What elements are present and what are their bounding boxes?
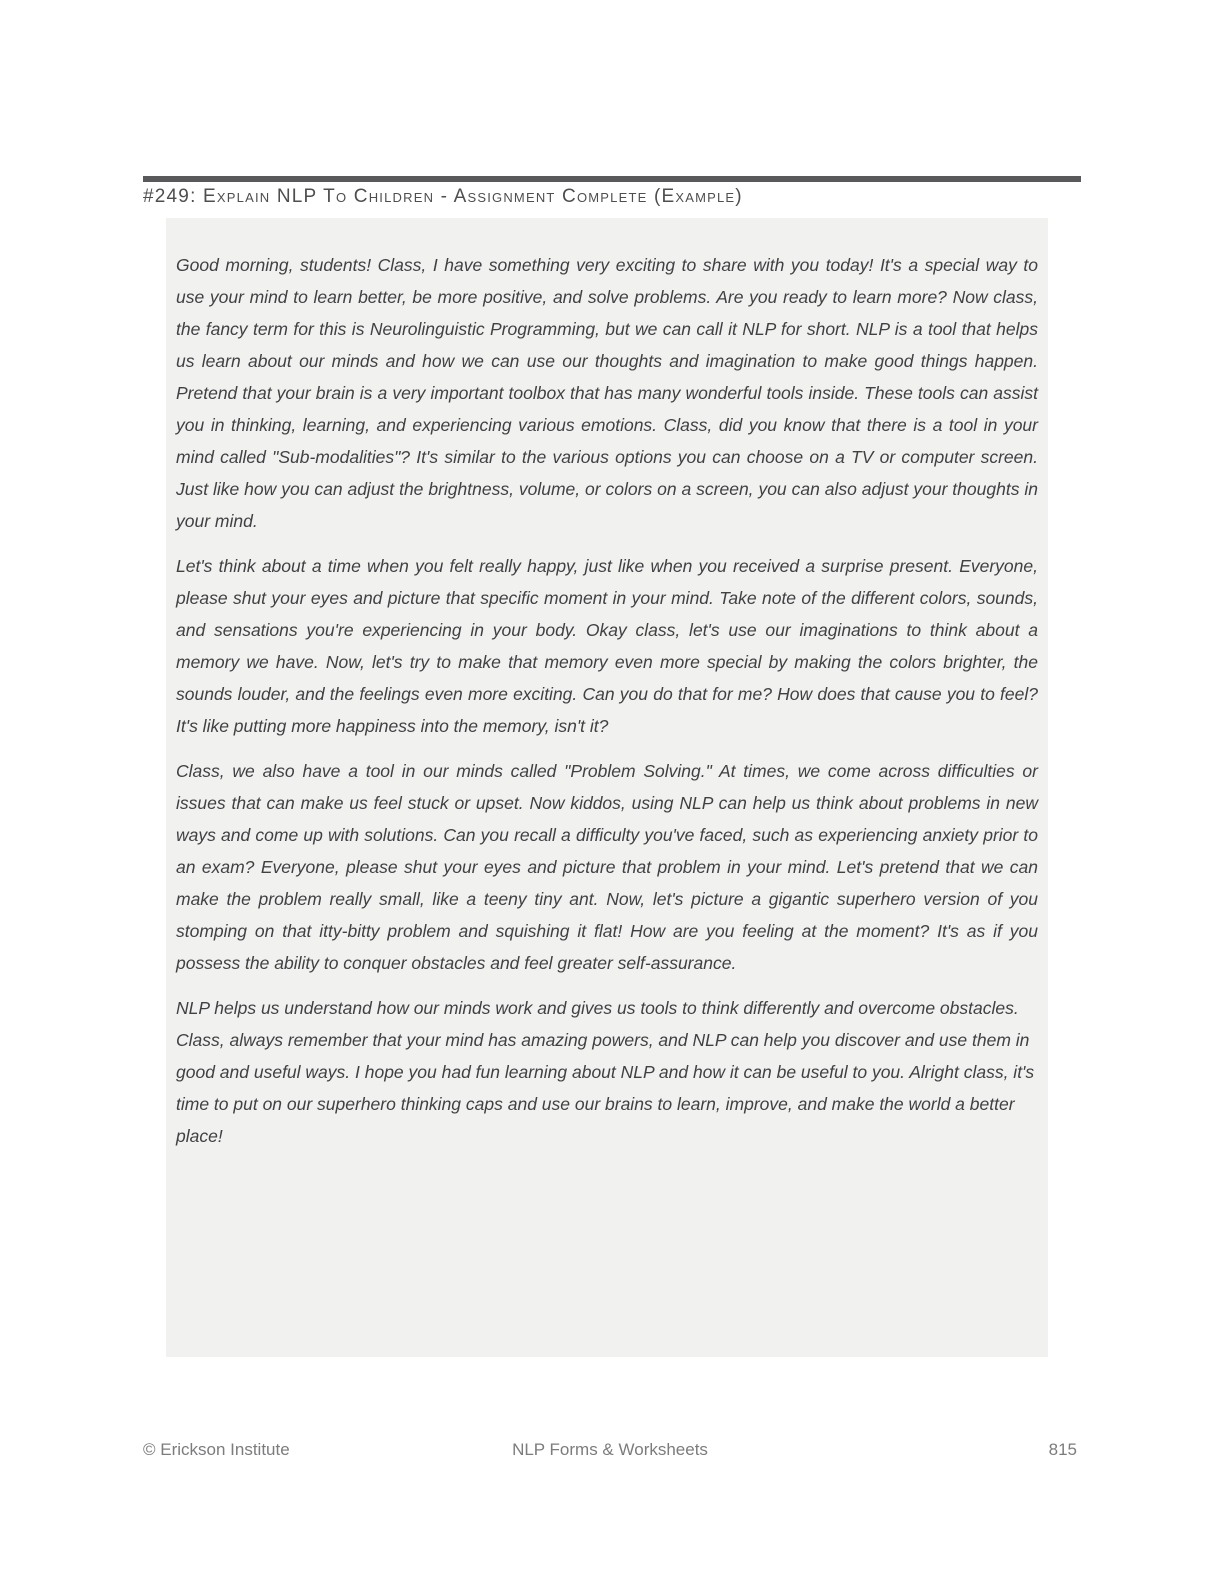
book-title: NLP Forms & Worksheets: [512, 1440, 708, 1459]
copyright-text: © Erickson Institute: [143, 1440, 290, 1459]
title-rule: [143, 176, 1081, 182]
page-number: 815: [1048, 1440, 1077, 1459]
paragraph-happy-memory: Let's think about a time when you felt really happy, just like when you received a surprise present. Everyone, please shut your eyes and picture that specific moment in your mind. Take note of the different colors, sounds, and sensations you're experiencing in your body. Okay class, let's use our imaginations to think about a memory we have. Now, let's try to make that memory even more special by making the colors brighter, the sounds louder, and the feelings even more exciting. Can you do that for me? How does that cause you to feel? It's like putting more happiness into the memory, isn't it?: [176, 556, 1038, 736]
example-text-panel: [166, 218, 1048, 1357]
paragraph-conclusion: NLP helps us understand how our minds work and gives us tools to think differently and overcome obstacles. Class, always remember that your mind has amazing powers, and NLP can help you discover and use them in good and useful ways. I hope you had fun learning about NLP and how it can be useful to you. Alright class, it's time to put on our superhero thinking caps and use our brains to learn, improve, and make the world a better place!: [176, 998, 1035, 1146]
paragraph-problem-solving: Class, we also have a tool in our minds called "Problem Solving." At times, we come across difficulties or issues that can make us feel stuck or upset. Now kiddos, using NLP can help us think about problems in new ways and come up with solutions. Can you recall a difficulty you've faced, such as experiencing anxiety prior to an exam? Everyone, please shut your eyes and picture that problem in your mind. Let's pretend that we can make the problem really small, like a teeny tiny ant. Now, let's picture a gigantic superhero version of you stomping on that itty-bitty problem and squishing it flat! How are you feeling at the moment? It's as if you possess the ability to conquer obstacles and feel greater self-assurance.: [176, 761, 1038, 973]
worksheet-title: #249: Explain NLP To Children - Assignment Complete (Example): [143, 186, 743, 207]
page-footer: [143, 1440, 1077, 1460]
paragraph-intro-submodalities: Good morning, students! Class, I have something very exciting to share with you today! It's a special way to use your mind to learn better, be more positive, and solve problems. Are you ready to learn more? Now class, the fancy term for this is Neurolinguistic Programming, but we can call it NLP for short. NLP is a tool that helps us learn about our minds and how we can use our thoughts and imagination to make good things happen. Pretend that your brain is a very important toolbox that has many wonderful tools inside. These tools can assist you in thinking, learning, and experiencing various emotions. Class, did you know that there is a tool in your mind called "Sub-modalities"? It's similar to the various options you can choose on a TV or computer screen. Just like how you can adjust the brightness, volume, or colors on a screen, you can also adjust your thoughts in your mind.: [176, 255, 1038, 531]
